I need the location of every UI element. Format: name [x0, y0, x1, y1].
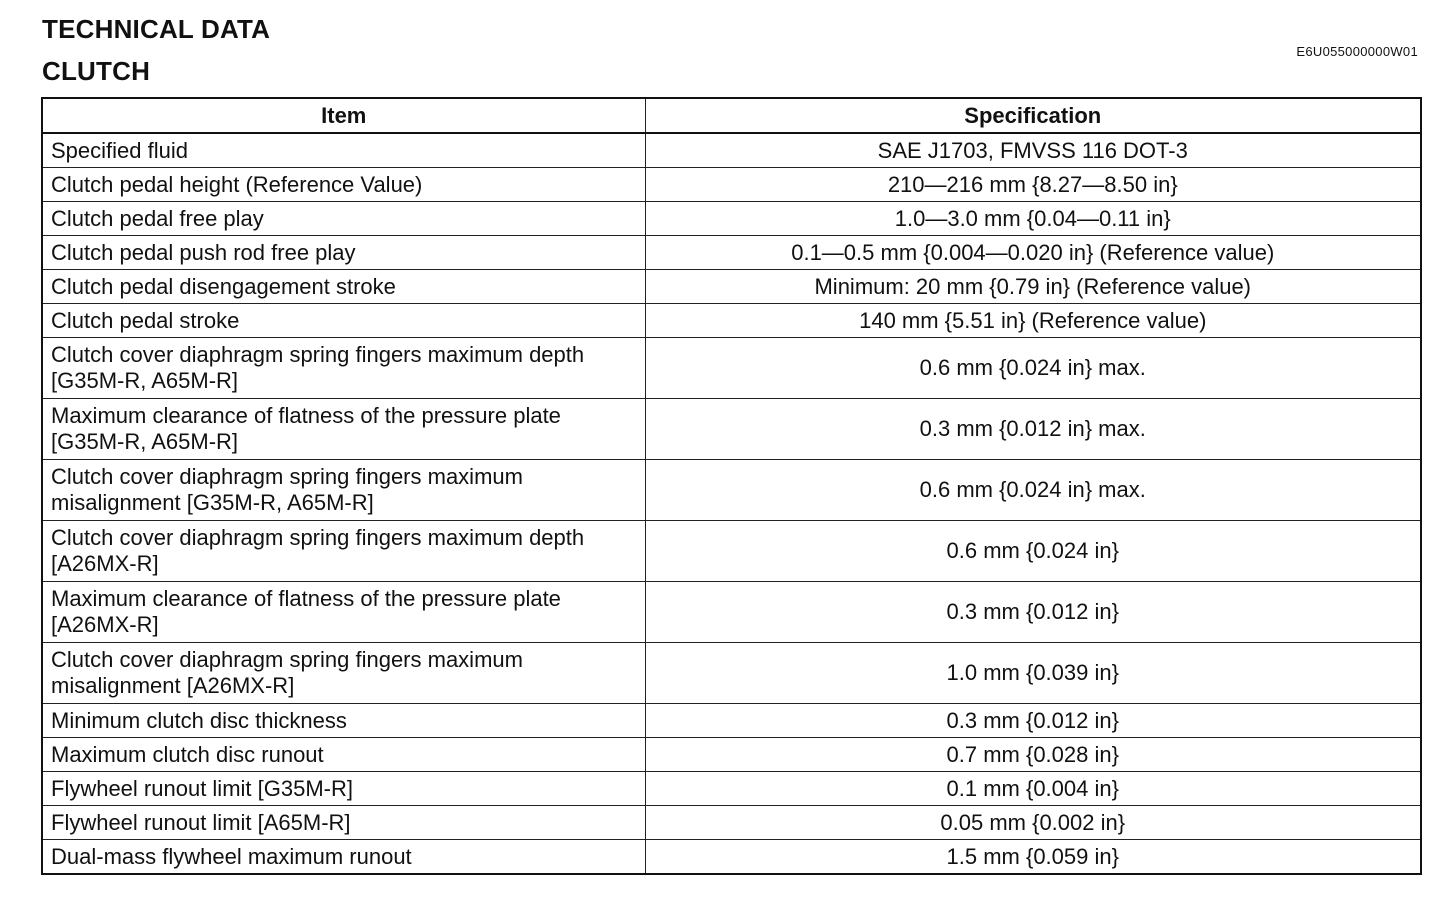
spec-cell: 210—216 mm {8.27—8.50 in}: [645, 168, 1421, 202]
spec-cell: Minimum: 20 mm {0.79 in} (Reference value): [645, 270, 1421, 304]
spec-table: [41, 97, 1422, 875]
table-row: [42, 521, 1421, 582]
table-row: [42, 840, 1421, 875]
item-cell: Flywheel runout limit [G35M-R]: [42, 772, 645, 806]
table-row: [42, 338, 1421, 399]
item-cell: Minimum clutch disc thickness: [42, 704, 645, 738]
spec-cell: 0.1—0.5 mm {0.004—0.020 in} (Reference value): [645, 236, 1421, 270]
spec-cell: 140 mm {5.51 in} (Reference value): [645, 304, 1421, 338]
item-cell: Dual-mass flywheel maximum runout: [42, 840, 645, 875]
table-row: [42, 399, 1421, 460]
spec-cell: 0.3 mm {0.012 in}: [645, 704, 1421, 738]
table-row: [42, 168, 1421, 202]
spec-cell: 0.05 mm {0.002 in}: [645, 806, 1421, 840]
spec-cell: 1.5 mm {0.059 in}: [645, 840, 1421, 875]
column-header-item: Item: [42, 98, 645, 133]
table-row: [42, 460, 1421, 521]
item-cell: Specified fluid: [42, 133, 645, 168]
table-row: [42, 704, 1421, 738]
spec-cell: 1.0—3.0 mm {0.04—0.11 in}: [645, 202, 1421, 236]
table-header-row: [42, 98, 1421, 133]
table-row: [42, 236, 1421, 270]
item-cell: Clutch cover diaphragm spring fingers maximum depth [A26MX-R]: [42, 521, 645, 582]
item-cell: Clutch cover diaphragm spring fingers maximum depth [G35M-R, A65M-R]: [42, 338, 645, 399]
item-cell: Clutch pedal push rod free play: [42, 236, 645, 270]
table-row: [42, 806, 1421, 840]
table-row: [42, 304, 1421, 338]
spec-cell: 1.0 mm {0.039 in}: [645, 643, 1421, 704]
column-header-specification: Specification: [645, 98, 1421, 133]
item-cell: Clutch pedal disengagement stroke: [42, 270, 645, 304]
table-row: [42, 643, 1421, 704]
table-row: [42, 133, 1421, 168]
table-row: [42, 738, 1421, 772]
item-cell: Clutch cover diaphragm spring fingers maximum misalignment [A26MX-R]: [42, 643, 645, 704]
spec-cell: 0.7 mm {0.028 in}: [645, 738, 1421, 772]
section-title: CLUTCH: [42, 56, 151, 86]
document-code: E6U055000000W01: [1296, 44, 1418, 59]
spec-cell: 0.3 mm {0.012 in} max.: [645, 399, 1421, 460]
spec-cell: 0.3 mm {0.012 in}: [645, 582, 1421, 643]
item-cell: Maximum clearance of flatness of the pressure plate [G35M-R, A65M-R]: [42, 399, 645, 460]
item-cell: Clutch pedal height (Reference Value): [42, 168, 645, 202]
spec-cell: SAE J1703, FMVSS 116 DOT-3: [645, 133, 1421, 168]
table-row: [42, 772, 1421, 806]
spec-cell: 0.6 mm {0.024 in} max.: [645, 460, 1421, 521]
item-cell: Clutch pedal stroke: [42, 304, 645, 338]
spec-cell: 0.6 mm {0.024 in} max.: [645, 338, 1421, 399]
table-row: [42, 202, 1421, 236]
item-cell: Maximum clutch disc runout: [42, 738, 645, 772]
item-cell: Flywheel runout limit [A65M-R]: [42, 806, 645, 840]
page-title: TECHNICAL DATA: [42, 14, 271, 44]
item-cell: Clutch cover diaphragm spring fingers maximum misalignment [G35M-R, A65M-R]: [42, 460, 645, 521]
item-cell: Maximum clearance of flatness of the pressure plate [A26MX-R]: [42, 582, 645, 643]
item-cell: Clutch pedal free play: [42, 202, 645, 236]
spec-cell: 0.1 mm {0.004 in}: [645, 772, 1421, 806]
table-row: [42, 582, 1421, 643]
spec-cell: 0.6 mm {0.024 in}: [645, 521, 1421, 582]
table-row: [42, 270, 1421, 304]
